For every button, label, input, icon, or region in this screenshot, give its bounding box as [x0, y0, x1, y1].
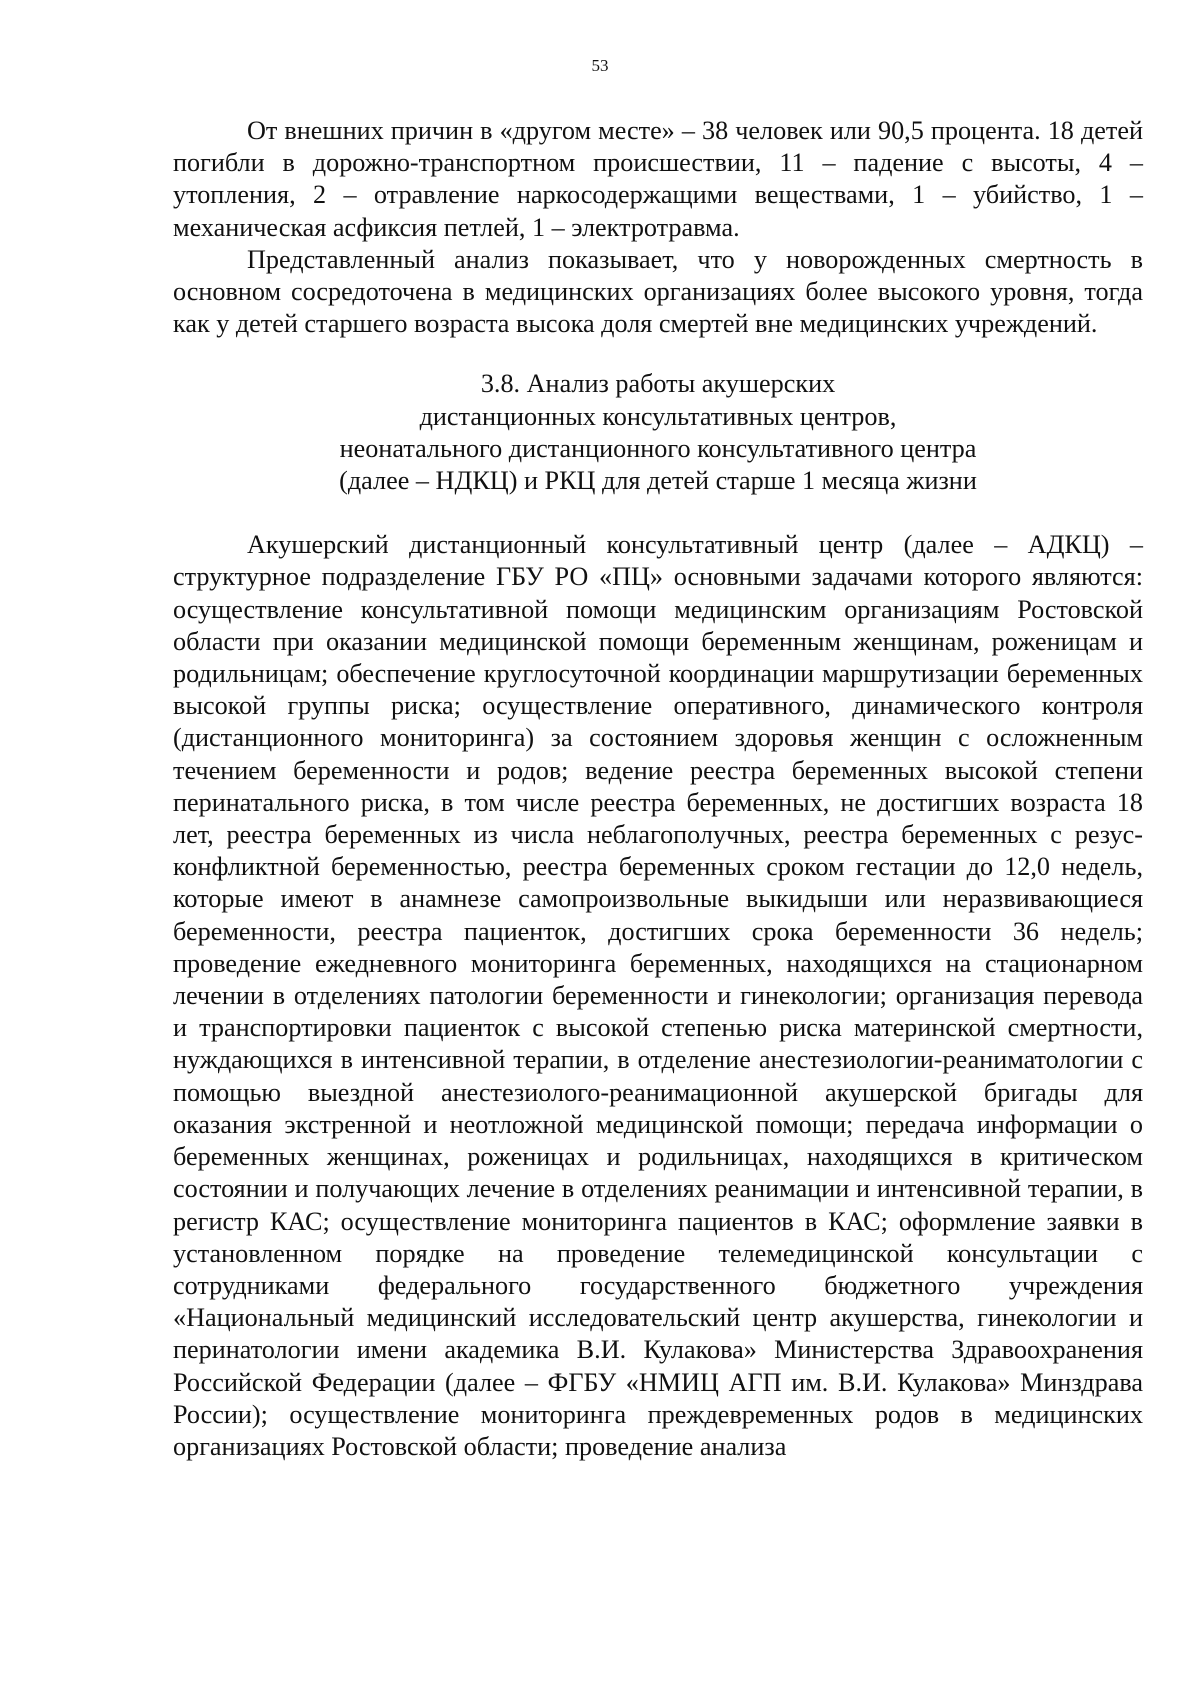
page-number: 53 — [591, 56, 609, 75]
section-heading-line-4: (далее – НДКЦ) и РКЦ для детей старше 1 месяца жизни — [339, 466, 977, 496]
document-body — [173, 115, 1143, 1463]
section-heading-line-1: 3.8. Анализ работы акушерских — [480, 369, 836, 399]
section-heading-line-2: дистанционных консультативных центров, — [419, 401, 897, 431]
section-heading — [173, 368, 1143, 497]
paragraph-analysis-summary: Представленный анализ показывает, что у новорожденных смертность в основном сосредоточена в медицинских организациях более высокого уровня, тогда как у детей старшего возраста высока доля смертей вне медицинских учреждений. — [173, 244, 1143, 339]
paragraph-external-causes: От внешних причин в «другом месте» – 38 человек или 90,5 процента. 18 детей погибли в дорожно-транспортном происшествии, 11 – падение с высоты, 4 – утопления, 2 – отравление наркосодержащими веществами, 1 – убийство, 1 – механическая асфиксия петлей, 1 – электротравма. — [173, 116, 1143, 242]
paragraph-adkc-description: Акушерский дистанционный консультативный центр (далее – АДКЦ) – структурное подразделение ГБУ РО «ПЦ» основными задачами которого являются: осуществление консультативной помощи медицинским организациям Ростовской области при оказании медицинской помощи беременным женщинам, роженицам и родильницам; обеспечение круглосуточной координации маршрутизации беременных высокой группы риска; осуществление оперативного, динамического контроля (дистанционного мониторинга) за состоянием здоровья женщин с осложненным течением беременности и родов; ведение реестра беременных высокой степени перинатального риска, в том числе реестра беременных, не достигших возраста 18 лет, реестра беременных из числа неблагополучных, реестра беременных с резус-конфликтной беременностью, реестра беременных сроком гестации до 12,0 недель, которые имеют в анамнезе самопроизвольные выкидыши или неразвивающиеся беременности, реестра пациенток, достигших срока беременности 36 недель; проведение ежедневного мониторинга беременных, находящихся на стационарном лечении в отделениях патологии беременности и гинекологии; организация перевода и транспортировки пациенток с высокой степенью риска материнской смертности, нуждающихся в интенсивной терапии, в отделение анестезиологии-реаниматологии с помощью выездной анестезиолого-реанимационной акушерской бригады для оказания экстренной и неотложной медицинской помощи; передача информации о беременных женщинах, роженицах и родильницах, находящихся в критическом состоянии и получающих лечение в отделениях реанимации и интенсивной терапии, в регистр КАС; осуществление мониторинга пациентов в КАС; оформление заявки в установленном порядке на проведение телемедицинской консультации с сотрудниками федерального государственного бюджетного учреждения «Национальный медицинский исследовательский центр акушерства, гинекологии и перинатологии имени академика В.И. Кулакова» Министерства Здравоохранения Российской Федерации (далее – ФГБУ «НМИЦ АГП им. В.И. Кулакова» Минздрава России); осуществление мониторинга преждевременных родов в медицинских организациях Ростовской области; проведение анализа — [173, 530, 1143, 1461]
section-heading-line-3: неонатального дистанционного консультативного центра — [339, 433, 977, 463]
